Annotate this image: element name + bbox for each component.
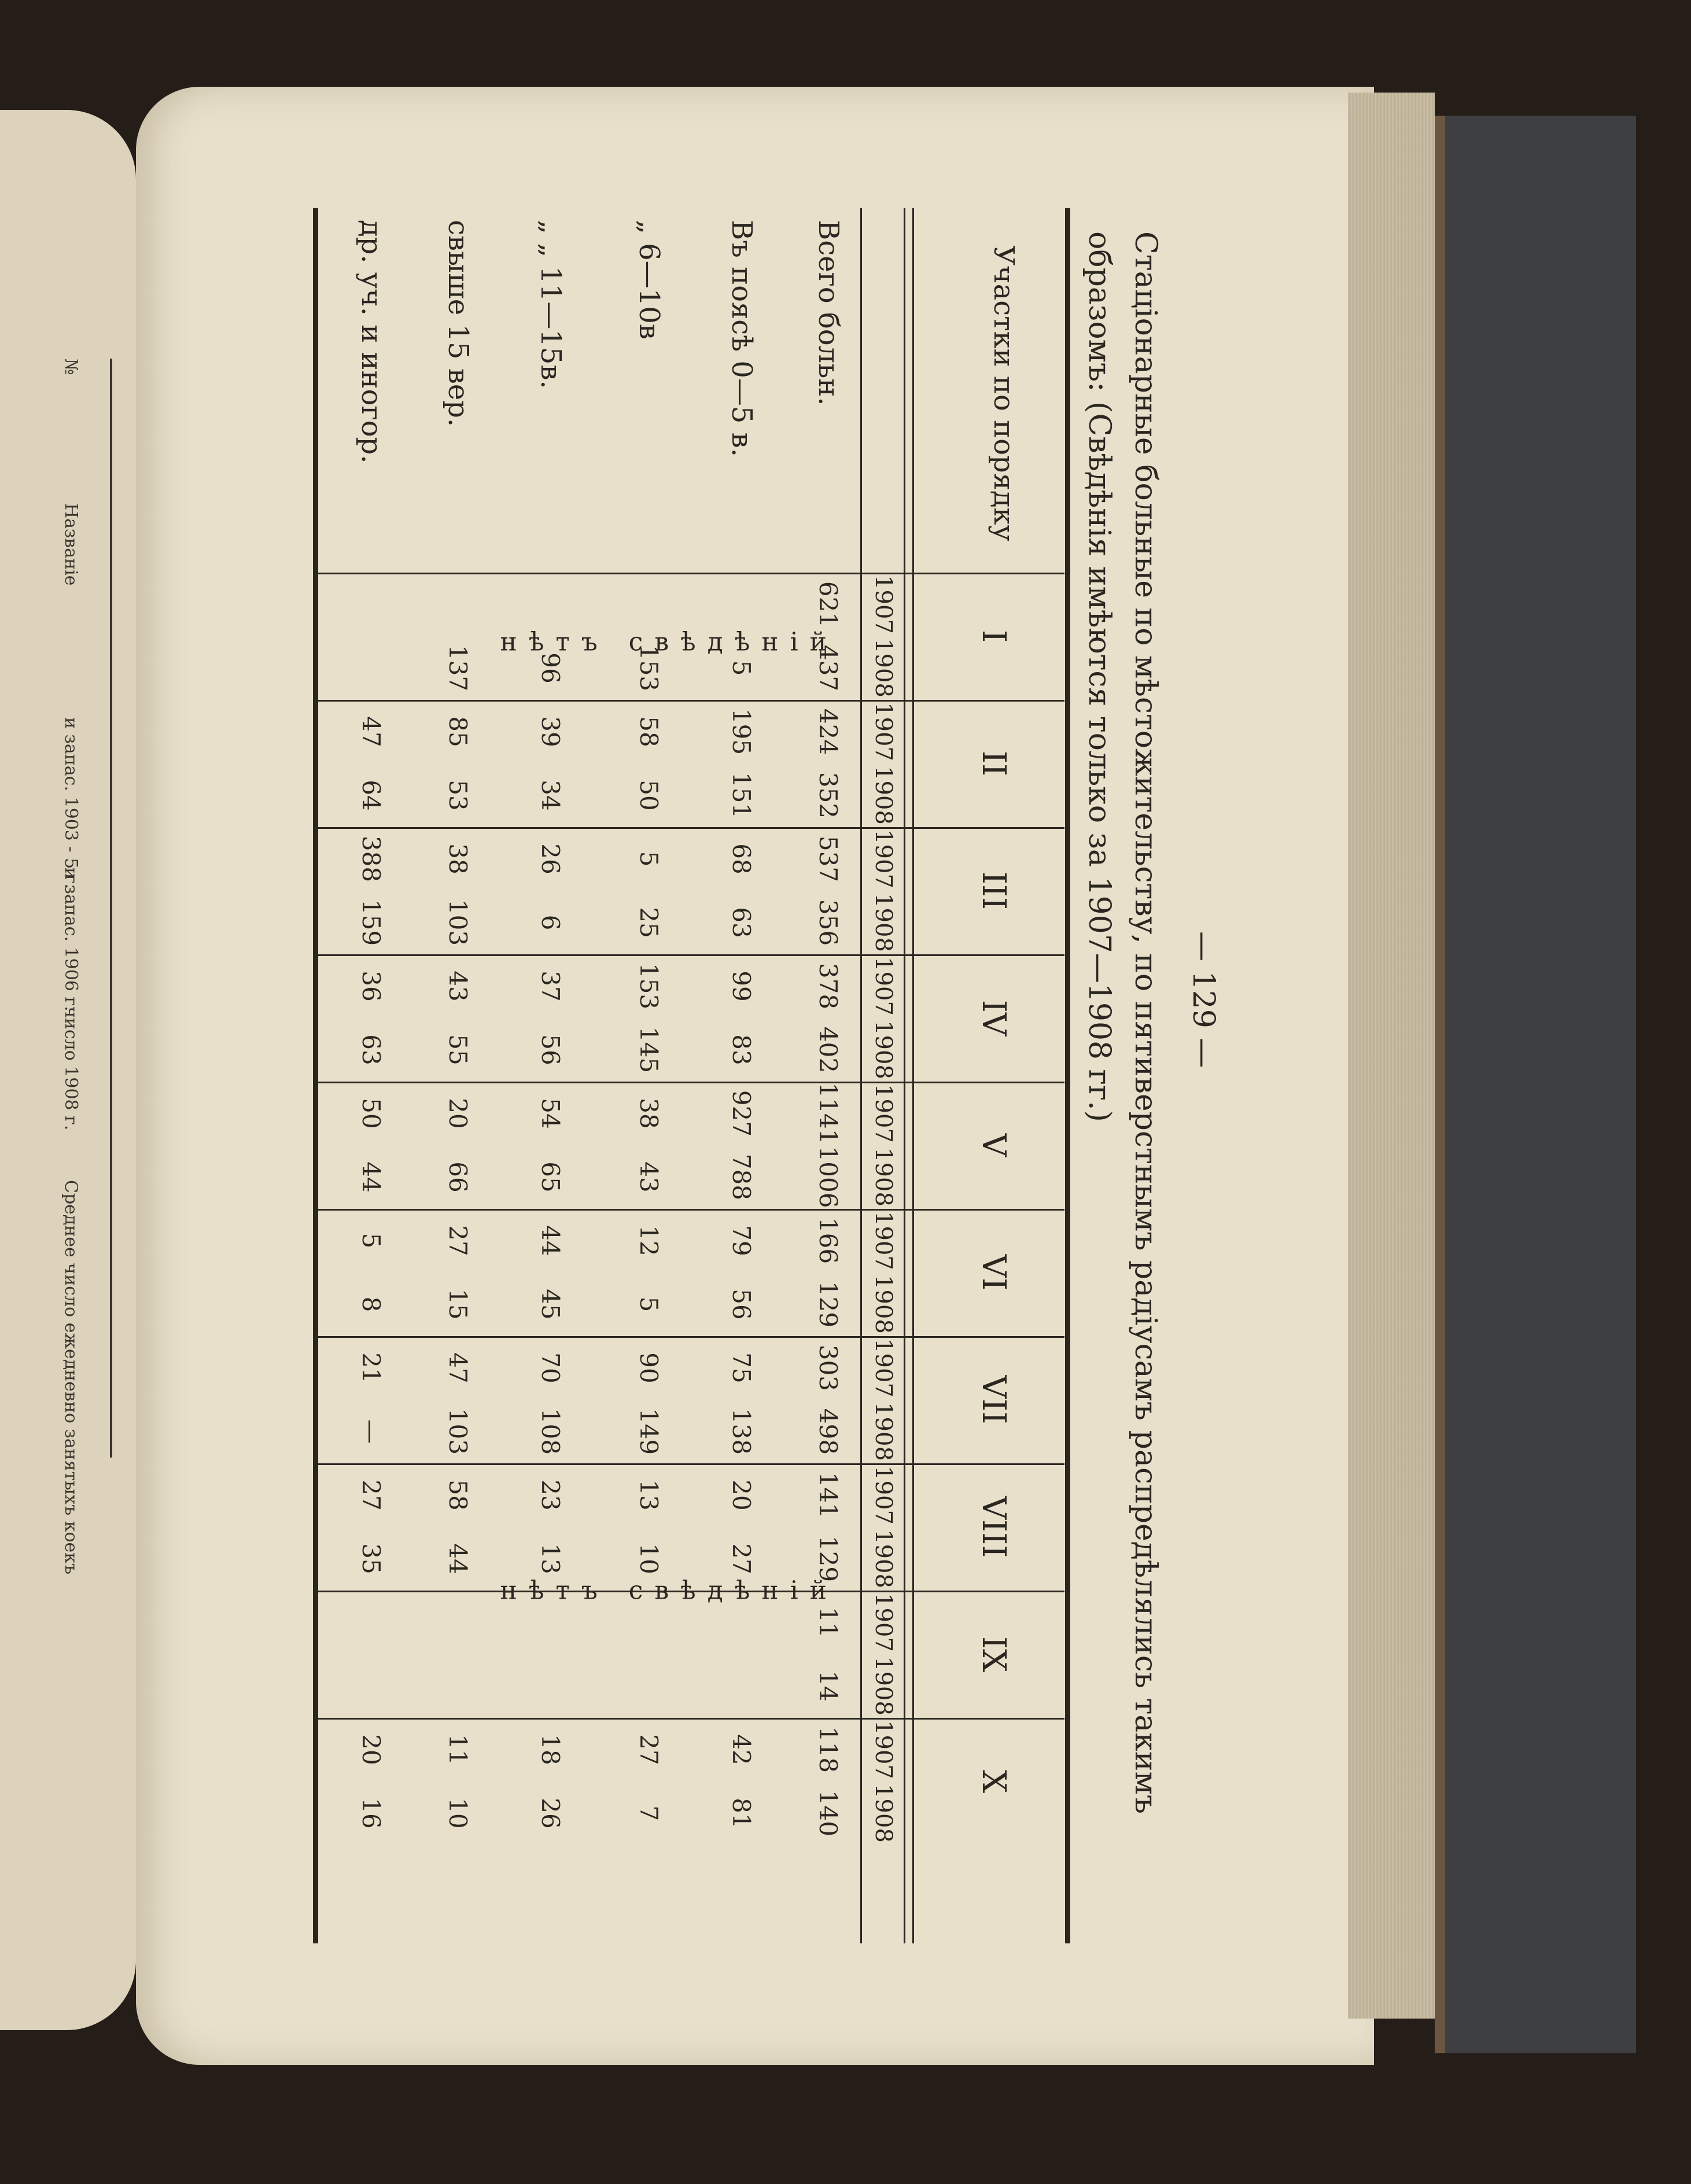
table-cell: 118 [814,1726,842,1773]
table-cell: 927 [727,1090,756,1137]
rule-header-double [904,208,905,1943]
table-caption: Стаціонарные больные по мѣстожительству, по пятиверстнымъ радіусамъ распредѣлялись такимъ образомъ: (Свѣдѣнія имѣются только за 1907—1908 гг.) [1082,231,1163,1814]
table-cell: 55 [444,1034,472,1065]
table-cell: 20 [727,1480,756,1511]
row-label: Всего больн. [812,220,845,406]
year-header: 1907 [870,575,897,634]
left-page-table-fragment [0,359,112,1575]
section-header-V: V [975,1133,1012,1157]
left-cell-0: № [61,359,81,375]
left-cell-1: Названіе [61,503,81,586]
year-header: 1908 [870,1020,897,1079]
table-cell: 13 [635,1480,663,1511]
table-cell: 11 [814,1607,842,1638]
table-cell: 498 [814,1408,842,1455]
year-header: 1907 [870,702,897,761]
table-cell: 26 [536,843,565,875]
table-cell: 149 [635,1408,663,1455]
table-cell: 27 [444,1225,472,1256]
table-cell: 81 [727,1798,756,1829]
table-cell: 303 [814,1344,842,1392]
table-cell: 64 [357,780,385,811]
table-cell: 12 [635,1225,663,1256]
table-cell: 388 [357,835,385,883]
section-header-VI: VI [975,1254,1012,1291]
year-header: 1907 [870,829,897,888]
table-cell: 70 [536,1352,565,1384]
rule-top [1065,208,1070,1943]
table-cell: 5 [635,851,663,867]
left-cell-3: и запас. 1906 г. [61,868,81,1012]
table-cell: 11 [444,1734,472,1765]
year-header: 1908 [870,766,897,825]
page-edges [1348,93,1435,2019]
year-header: 1908 [870,1784,897,1843]
column-divider [318,1336,1064,1338]
table-cell: 15 [444,1289,472,1320]
column-divider [318,573,1064,574]
column-divider [318,1082,1064,1083]
table-cell: 138 [727,1408,756,1455]
section-header-VIII: VIII [975,1496,1012,1558]
table-cell: 56 [727,1289,756,1320]
table-cell: 16 [357,1798,385,1829]
table-cell: 10 [444,1798,472,1829]
year-header: 1908 [870,893,897,952]
table-cell: 537 [814,835,842,883]
row-label: Въ поясѣ 0—5 в. [725,220,758,457]
left-page [0,110,136,2030]
section-header-X: X [975,1770,1012,1793]
table-cell: 103 [444,899,472,946]
year-header: 1907 [870,1211,897,1270]
header-label: Участки по порядку [988,245,1020,541]
table-cell: 42 [727,1734,756,1765]
table-cell: 36 [357,971,385,1002]
book-cover [1435,116,1636,2053]
table-cell: 53 [444,780,472,811]
table-cell: 50 [635,780,663,811]
table-cell: 195 [727,708,756,755]
left-cell-4: число 1908 г. [61,1006,81,1131]
year-header: 1908 [870,1148,897,1207]
rule-header [912,208,914,1943]
table-cell: 153 [635,962,663,1010]
table-cell: 621 [814,581,842,628]
table-cell: 5 [727,660,756,676]
table-cell: 137 [444,644,472,692]
column-divider [318,1718,1064,1720]
table-cell: 63 [357,1034,385,1065]
table-cell: 108 [536,1408,565,1455]
column-divider [318,954,1064,956]
table-cell: 10 [635,1543,663,1574]
row-label: др. уч. и иногор. [355,220,388,464]
column-divider [318,1463,1064,1465]
year-header: 1908 [870,1529,897,1588]
table-cell: 21 [357,1352,385,1384]
table-cell: 129 [814,1281,842,1328]
table-cell: 38 [444,843,472,875]
table-cell: 378 [814,962,842,1010]
table-cell: 44 [444,1543,472,1574]
table-cell: 18 [536,1734,565,1765]
table-cell: 27 [357,1480,385,1511]
table-cell: 39 [536,716,565,747]
table-cell: 47 [444,1352,472,1384]
table-cell: 153 [635,644,663,692]
table-cell: 44 [536,1225,565,1256]
table-cell: 79 [727,1225,756,1256]
table-cell: 8 [357,1296,385,1312]
table-cell: 129 [814,1535,842,1582]
table-cell: — [357,1419,385,1444]
table-cell: 54 [536,1098,565,1129]
table-cell: 166 [814,1217,842,1264]
no-data-note-section-I: нѣтъ свѣдѣній [500,627,838,657]
table-cell: 352 [814,772,842,819]
section-header-III: III [975,871,1012,910]
table-cell: 44 [357,1161,385,1193]
table-cell: 27 [727,1543,756,1574]
no-data-note-section-IX: нѣтъ свѣдѣній [500,1576,838,1606]
column-divider [318,700,1064,702]
table-cell: 68 [727,843,756,875]
table-cell: 14 [814,1670,842,1702]
table-cell: 56 [536,1034,565,1065]
table-cell: 43 [444,971,472,1002]
table-cell: 43 [635,1161,663,1193]
table-cell: 437 [814,644,842,692]
section-header-II: II [975,750,1012,777]
table-cell: 20 [357,1734,385,1765]
rotated-table-block [266,208,1221,2001]
section-header-I: I [975,629,1012,643]
table-cell: 151 [727,772,756,819]
row-label: „ 6—10в [633,220,665,340]
section-header-VII: VII [975,1375,1012,1425]
table-cell: 788 [727,1153,756,1201]
table-cell: 47 [357,716,385,747]
table-cell: 45 [536,1289,565,1320]
page-number: — 129 — [1186,931,1221,1068]
table-cell: 402 [814,1026,842,1073]
year-header: 1908 [870,1275,897,1334]
table-cell: 75 [727,1352,756,1384]
table-cell: 103 [444,1408,472,1455]
column-divider [318,1209,1064,1211]
table-cell: 37 [536,971,565,1002]
table-cell: 66 [444,1161,472,1193]
section-header-IX: IX [975,1636,1012,1672]
left-cell-5: Среднее число ежедневно занятыхъ коекъ [61,1180,81,1575]
column-divider [318,827,1064,829]
table-cell: 83 [727,1034,756,1065]
table-cell: 1006 [814,1146,842,1208]
year-header: 1907 [870,957,897,1016]
table-cell: 63 [727,907,756,938]
year-header: 1907 [870,1466,897,1525]
table-cell: 140 [814,1790,842,1837]
table-cell: 141 [814,1471,842,1519]
year-header: 1907 [870,1720,897,1779]
table-cell: 424 [814,708,842,755]
table-cell: 159 [357,899,385,946]
year-header: 1907 [870,1084,897,1143]
table-cell: 27 [635,1734,663,1765]
rule-bottom [313,208,318,1943]
row-label: свыше 15 вер. [442,220,474,427]
rule-years [860,208,862,1943]
table-cell: 99 [727,971,756,1002]
year-header: 1908 [870,1657,897,1716]
table-cell: 5 [635,1296,663,1312]
table-cell: 23 [536,1480,565,1511]
table-cell: 356 [814,899,842,946]
table-cell: 25 [635,907,663,938]
table-cell: 7 [635,1805,663,1821]
table-cell: 85 [444,716,472,747]
table-cell: 13 [536,1543,565,1574]
table-cell: 26 [536,1798,565,1829]
table-cell: 1141 [814,1082,842,1145]
table-cell: 38 [635,1098,663,1129]
table-cell: 65 [536,1161,565,1193]
table-cell: 96 [536,652,565,684]
table-cell: 58 [635,716,663,747]
table-cell: 50 [357,1098,385,1129]
table-cell: 90 [635,1352,663,1384]
section-header-IV: IV [975,999,1012,1036]
year-header: 1908 [870,1402,897,1461]
table-cell: 20 [444,1098,472,1129]
year-header: 1908 [870,639,897,698]
table-cell: 5 [357,1233,385,1249]
year-header: 1907 [870,1593,897,1652]
left-cell-2: и запас. 1903 - 5 г. [61,717,81,889]
table-cell: 145 [635,1026,663,1073]
year-header: 1907 [870,1338,897,1397]
table-cell: 6 [536,914,565,931]
table-cell: 35 [357,1543,385,1574]
table-cell: 58 [444,1480,472,1511]
row-label: „ „ 11—15в. [535,220,567,389]
table-cell: 34 [536,780,565,811]
